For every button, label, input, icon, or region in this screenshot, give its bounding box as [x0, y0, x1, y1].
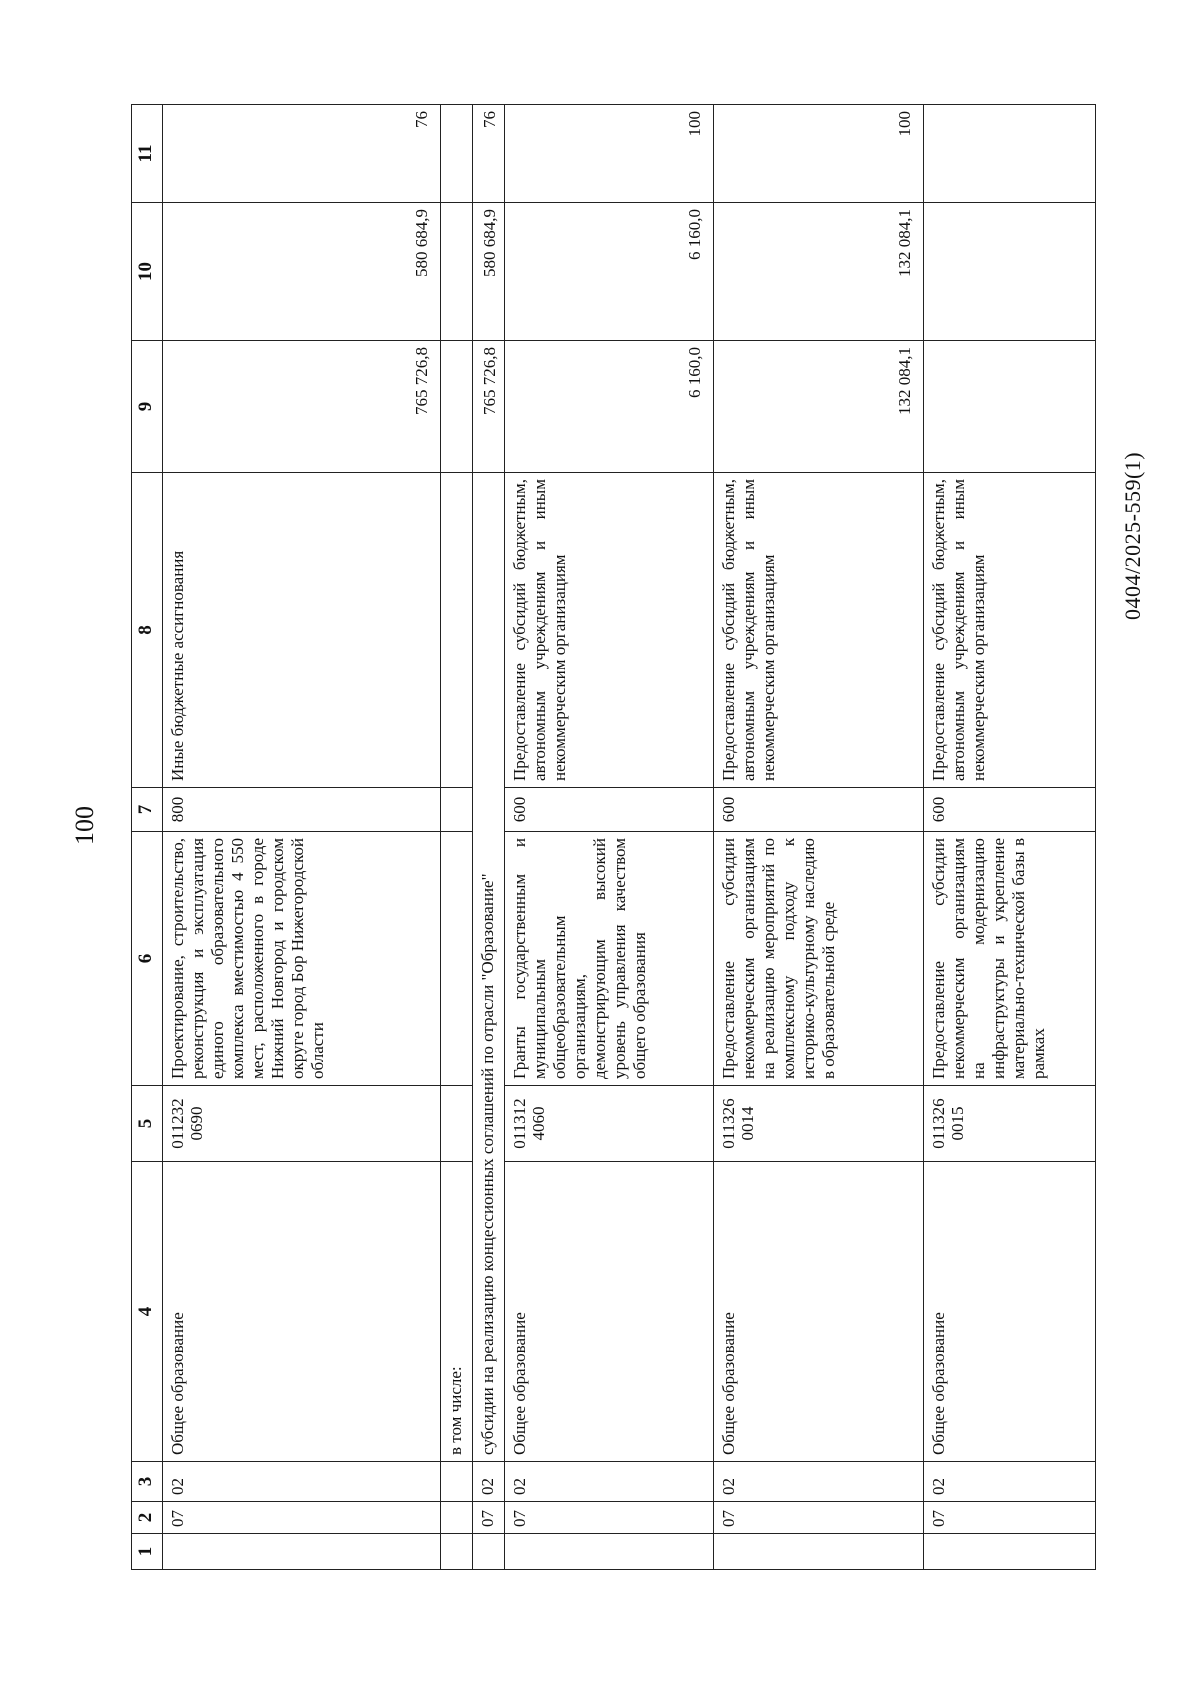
cell-expense-name: Иные бюджетные ассигнования: [163, 473, 440, 788]
cell-target-code: 011326 0015: [924, 1086, 1096, 1162]
cell-col1: [440, 1534, 472, 1570]
cell-section: 07: [924, 1502, 1096, 1534]
cell-description: [440, 832, 472, 1086]
table-row: [713, 105, 923, 1570]
header-row: [132, 105, 163, 1570]
cell-name: Общее образование: [504, 1162, 713, 1462]
cell-expense-name: Предоставление субсидий бюджетным, автономным учреждениям и иным некоммерческим организациям: [713, 473, 923, 788]
table-row: [163, 105, 440, 1570]
table-row: [440, 105, 472, 1570]
cell-expense-type: 800: [163, 788, 440, 832]
cell-target-code: 011326 0014: [713, 1086, 923, 1162]
column-header: 9: [132, 341, 163, 473]
column-header: 5: [132, 1086, 163, 1162]
cell-expense-name: Предоставление субсидий бюджетным, автономным учреждениям и иным некоммерческим организациям: [924, 473, 1096, 788]
cell-name: Общее образование: [163, 1162, 440, 1462]
column-header: 11: [132, 105, 163, 203]
cell-target-code: 011232 0690: [163, 1086, 440, 1162]
cell-percent: [924, 105, 1096, 203]
cell-planned-amount: [440, 341, 472, 473]
cell-col1: [924, 1534, 1096, 1570]
column-header: 7: [132, 788, 163, 832]
cell-subsection: [440, 1462, 472, 1502]
column-header: 4: [132, 1162, 163, 1462]
cell-target-code: 011312 4060: [504, 1086, 713, 1162]
cell-executed-amount: 580 684,9: [472, 203, 504, 341]
cell-expense-type: 600: [924, 788, 1096, 832]
cell-description: Гранты государственным и муниципальным общеобразовательным организациям, демонстрирующим высокий уровень управления качеством общего образования: [504, 832, 713, 1086]
cell-executed-amount: 580 684,9: [163, 203, 440, 341]
cell-planned-amount: 765 726,8: [163, 341, 440, 473]
cell-expense-name: Предоставление субсидий бюджетным, автономным учреждениям и иным некоммерческим организациям: [504, 473, 713, 788]
column-header: 8: [132, 473, 163, 788]
table-row: [472, 105, 504, 1570]
cell-subsection: 02: [472, 1462, 504, 1502]
cell-expense-name: [440, 473, 472, 788]
cell-percent: 76: [163, 105, 440, 203]
cell-target-code: [440, 1086, 472, 1162]
cell-subsection: 02: [504, 1462, 713, 1502]
cell-section: 07: [504, 1502, 713, 1534]
budget-table: [131, 104, 1096, 1570]
column-header: 10: [132, 203, 163, 341]
document-code: 0404/2025-559(1): [1120, 451, 1145, 620]
cell-col1: [713, 1534, 923, 1570]
cell-percent: 100: [713, 105, 923, 203]
cell-including-label: в том числе:: [440, 1162, 472, 1462]
cell-section: 07: [472, 1502, 504, 1534]
cell-subsidy-concession: субсидии на реализацию концессионных соглашений по отрасли "Образование": [472, 473, 504, 1462]
cell-subsection: 02: [163, 1462, 440, 1502]
cell-section: 07: [163, 1502, 440, 1534]
cell-expense-type: [440, 788, 472, 832]
cell-planned-amount: [924, 341, 1096, 473]
table-row: [924, 105, 1096, 1570]
cell-percent: [440, 105, 472, 203]
cell-executed-amount: [924, 203, 1096, 341]
cell-expense-type: 600: [713, 788, 923, 832]
cell-description-text: Предоставление субсидии некоммерческим организациям на модернизацию инфраструктуры и укрепление материально-технической базы в рамках: [929, 838, 1049, 1079]
page-number: 100: [70, 806, 99, 845]
cell-col1: [163, 1534, 440, 1570]
cell-executed-amount: [440, 203, 472, 341]
column-header: 6: [132, 832, 163, 1086]
cell-description: Предоставление субсидии некоммерческим организациям на реализацию мероприятий по комплексному подходу к историко-культурному наследию в образовательной среде: [713, 832, 923, 1086]
table-row: [504, 105, 713, 1570]
cell-section: [440, 1502, 472, 1534]
cell-expense-type: 600: [504, 788, 713, 832]
cell-planned-amount: 6 160,0: [504, 341, 713, 473]
cell-executed-amount: 132 084,1: [713, 203, 923, 341]
cell-description: [924, 832, 1096, 1086]
cell-subsection: 02: [924, 1462, 1096, 1502]
rotated-table-wrapper: [131, 105, 1096, 1570]
cell-col1: [504, 1534, 713, 1570]
column-header: 1: [132, 1534, 163, 1570]
cell-percent: 76: [472, 105, 504, 203]
column-header: 2: [132, 1502, 163, 1534]
cell-planned-amount: 765 726,8: [472, 341, 504, 473]
column-header: 3: [132, 1462, 163, 1502]
cell-name: Общее образование: [924, 1162, 1096, 1462]
cell-planned-amount: 132 084,1: [713, 341, 923, 473]
cell-subsection: 02: [713, 1462, 923, 1502]
cell-percent: 100: [504, 105, 713, 203]
cell-section: 07: [713, 1502, 923, 1534]
cell-executed-amount: 6 160,0: [504, 203, 713, 341]
cell-description: Проектирование, строительство, реконструкция и эксплуатация единого образовательного комплекса вместимостью 4 550 мест, расположенного в городе Нижний Новгород и городском округе город Бор Нижегородской области: [163, 832, 440, 1086]
cell-col1: [472, 1534, 504, 1570]
cell-name: Общее образование: [713, 1162, 923, 1462]
